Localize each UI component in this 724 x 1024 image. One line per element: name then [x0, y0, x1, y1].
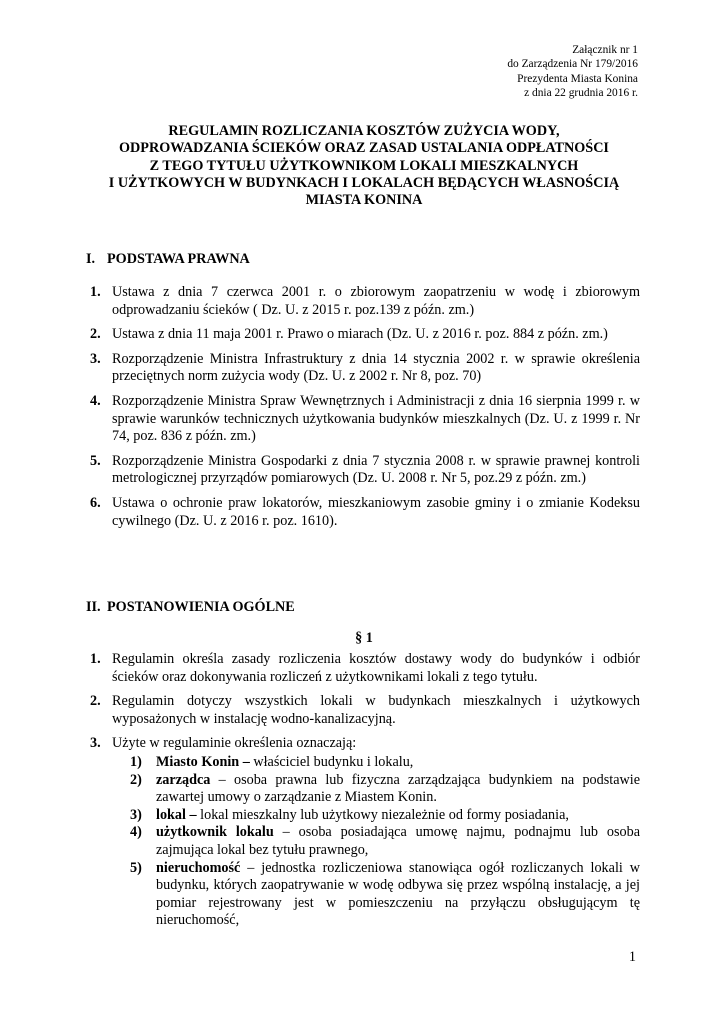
legal-basis-list: [90, 284, 640, 530]
list-item: 5. Rozporządzenie Ministra Gospodarki z dnia 7 stycznia 2008 r. w sprawie prawnej kontroli metrologicznej przyrządów pomiarowych (Dz. U. 2008 r. Nr 5, poz.29 z późn. zm.): [90, 452, 640, 487]
list-item: 2. Ustawa z dnia 11 maja 2001 r. Prawo o miarach (Dz. U. z 2016 r. poz. 884 z późn. zm.): [90, 326, 608, 343]
list-item: 4. Rozporządzenie Ministra Spraw Wewnętrznych i Administracji z dnia 16 sierpnia 1999 r. w sprawie warunków technicznych użytkowania budynków mieszkalnych (Dz. U. z 1999 r. Nr 74, poz. 836 z późn. zm.): [90, 392, 640, 445]
annex-line: do Zarządzenia Nr 179/2016: [507, 58, 638, 71]
list-item: 1. Regulamin określa zasady rozliczenia kosztów dostawy wody do budynków i odbiór ścieków oraz dokonywania rozliczeń z użytkownikami lokali z tego tytułu.: [90, 651, 640, 685]
definition-item: 3) lokal – lokal mieszkalny lub użytkowy niezależnie od formy posiadania,: [130, 806, 569, 823]
section-heading-1: [86, 251, 250, 268]
list-item: 6. Ustawa o ochronie praw lokatorów, mieszkaniowym zasobie gminy i o zmianie Kodeksu cywilnego (Dz. U. z 2016 r. poz. 1610).: [90, 494, 640, 529]
title-line: ODPROWADZANIA ŚCIEKÓW ORAZ ZASAD USTALANIA ODPŁATNOŚCI: [119, 140, 609, 157]
title-line: Z TEGO TYTUŁU UŻYTKOWNIKOM LOKALI MIESZKALNYCH: [149, 157, 579, 174]
section-number: II.: [86, 599, 101, 615]
title-line: I UŻYTKOWYCH W BUDYNKACH I LOKALACH BĘDĄCYCH WŁASNOŚCIĄ: [108, 174, 620, 191]
definition-item: 5) nieruchomość – jednostka rozliczeniowa stanowiąca ogół rozliczanych lokali w budynku, których zaopatrywanie w wodę odbywa się przez wspólną instalację, a jej pomiar rejestrowany jest w pomieszczeniu na przyłączu obsługującym tę nieruchomość,: [130, 859, 640, 929]
annex-line: z dnia 22 grudnia 2016 r.: [524, 86, 638, 99]
annex-line: Załącznik nr 1: [572, 44, 638, 56]
section-number: I.: [86, 251, 96, 267]
list-item: 1. Ustawa z dnia 7 czerwca 2001 r. o zbiorowym zaopatrzeniu w wodę i zbiorowym odprowadzaniu ścieków ( Dz. U. z 2015 r. poz.139 z późn. zm.): [90, 284, 640, 318]
page-number: 1: [628, 949, 636, 965]
section-title: PODSTAWA PRAWNA: [107, 251, 250, 267]
list-item: 3. Rozporządzenie Ministra Infrastruktury z dnia 14 stycznia 2002 r. w sprawie określenia przeciętnych norm zużycia wody (Dz. U. z 2002 r. Nr 8, poz. 70): [90, 350, 640, 385]
definition-item: 1) Miasto Konin – właściciel budynku i lokalu,: [130, 753, 414, 770]
section-title: POSTANOWIENIA OGÓLNE: [107, 599, 295, 615]
list-item: 3. Użyte w regulaminie określenia oznaczają: 1) Miasto Konin – właściciel budynku i lokalu, 2) zarządca – osoba prawna lub fizyczna zarządzająca budynkiem na podstawie zawartej umowy o zarządzanie z Miastem Konin. 3) lokal – lokal mieszkalny lub użytkowy niezależnie od formy posiadania, 4) użytkownik lokalu – osoba posiadająca umowę najmu, podnajmu lub osoba zajmująca lokal bez tytułu prawnego, 5) nieruchomość – jednostka rozliczeniowa stanowiąca ogół rozliczanych lokali w budynku, których zaopatrywanie w wodę odbywa się przez wspólną instalację, a jej pomiar rejestrowany jest w pomieszczeniu na przyłączu obsługującym tę nieruchomość,: [90, 735, 640, 929]
title-line: MIASTA KONINA: [305, 192, 423, 209]
definition-item: 4) użytkownik lokalu – osoba posiadająca umowę najmu, podnajmu lub osoba zajmująca lokal bez tytułu prawnego,: [130, 824, 640, 858]
title-line: REGULAMIN ROZLICZANIA KOSZTÓW ZUŻYCIA WODY,: [168, 123, 560, 139]
definitions-list: [112, 754, 640, 930]
definition-item: 2) zarządca – osoba prawna lub fizyczna zarządzająca budynkiem na podstawie zawartej umowy o zarządzanie z Miastem Konin.: [130, 771, 640, 806]
general-provisions-list: [90, 651, 640, 930]
section-heading-2: [86, 599, 295, 616]
annex-line: Prezydenta Miasta Konina: [517, 72, 638, 85]
document-title: [80, 123, 648, 209]
paragraph-mark: § 1: [355, 630, 373, 646]
annex-header: [507, 43, 638, 100]
list-item: 2. Regulamin dotyczy wszystkich lokali w budynkach mieszkalnych i użytkowych wyposażonych w instalację wodno-kanalizacyjną.: [90, 693, 640, 727]
